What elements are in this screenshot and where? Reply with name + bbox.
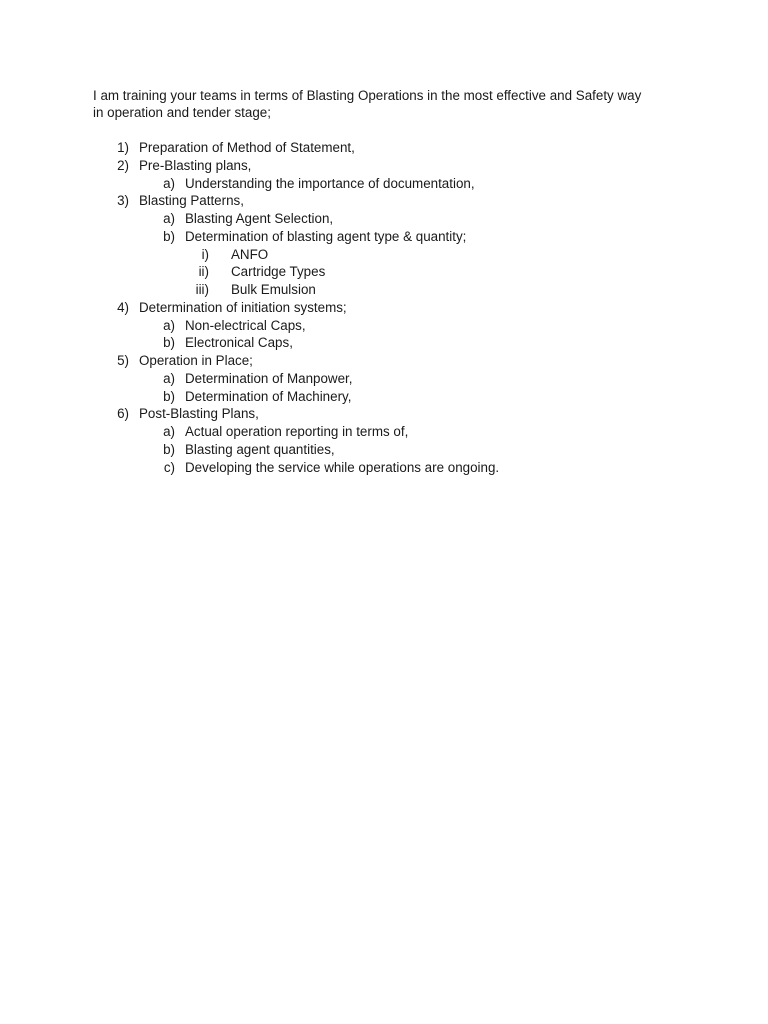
list-item-text: Non-electrical Caps, <box>185 317 306 333</box>
list-marker: c) <box>163 459 175 475</box>
list-item <box>0 352 768 370</box>
list-marker: 4) <box>117 299 129 315</box>
list-item-text: Pre-Blasting plans, <box>139 157 252 173</box>
list-subsubitem <box>0 263 768 281</box>
list-item-text: Cartridge Types <box>231 264 326 280</box>
list-marker: i) <box>201 246 209 262</box>
list-marker: 3) <box>117 193 129 209</box>
list-marker: a) <box>163 424 175 439</box>
list-subitem <box>0 370 768 388</box>
list-subitem <box>0 210 768 228</box>
list-marker: 1) <box>117 140 129 155</box>
list-marker: b) <box>163 335 175 351</box>
list-item-text: Preparation of Method of Statement, <box>139 140 355 155</box>
list-item <box>0 405 768 423</box>
list-item-text: Blasting Patterns, <box>139 193 244 209</box>
list-marker: iii) <box>195 282 209 297</box>
list-item-text: Developing the service while operations are ongoing. <box>185 459 500 475</box>
intro-line-1: I am training your teams in terms of Blasting Operations in the most effective and Safety way <box>93 88 642 103</box>
list-item-text: Bulk Emulsion <box>231 282 316 297</box>
list-item-text: Post-Blasting Plans, <box>139 406 259 422</box>
list-marker: b) <box>163 388 175 404</box>
intro-line-2: in operation and tender stage; <box>93 105 271 120</box>
list-item-text: Determination of Manpower, <box>185 370 353 386</box>
intro-paragraph <box>93 87 693 121</box>
list-item <box>0 157 768 175</box>
list-marker: 2) <box>117 157 129 173</box>
list-marker: a) <box>163 175 175 191</box>
list-subsubitem <box>0 281 768 299</box>
list-marker: a) <box>163 211 175 226</box>
list-item-text: Determination of initiation systems; <box>139 299 347 315</box>
list-subitem <box>0 441 768 459</box>
list-item-text: Electronical Caps, <box>185 335 293 351</box>
list-marker: a) <box>163 370 175 386</box>
list-subitem <box>0 317 768 335</box>
list-item-text: Blasting Agent Selection, <box>185 211 334 226</box>
list-subitem <box>0 459 768 477</box>
list-marker: a) <box>163 317 175 333</box>
list-item-text: Blasting agent quantities, <box>185 441 335 457</box>
list-subitem <box>0 228 768 246</box>
list-marker: b) <box>163 441 175 457</box>
list-item <box>0 139 768 157</box>
list-subitem <box>0 423 768 441</box>
list-subsubitem <box>0 246 768 264</box>
list-item-text: Determination of Machinery, <box>185 388 352 404</box>
list-marker: 5) <box>117 353 129 368</box>
list-item <box>0 192 768 210</box>
list-item <box>0 299 768 317</box>
list-subitem <box>0 334 768 352</box>
list-subitem <box>0 388 768 406</box>
training-topics-list <box>0 139 768 476</box>
list-item-text: Determination of blasting agent type & quantity; <box>185 228 467 244</box>
list-subitem <box>0 175 768 193</box>
list-marker: b) <box>163 228 175 244</box>
list-item-text: Actual operation reporting in terms of, <box>185 424 409 439</box>
list-marker: ii) <box>198 264 209 280</box>
list-item-text: Operation in Place; <box>139 353 253 368</box>
list-item-text: Understanding the importance of documentation, <box>185 175 475 191</box>
list-item-text: ANFO <box>231 246 269 262</box>
list-marker: 6) <box>117 406 129 422</box>
